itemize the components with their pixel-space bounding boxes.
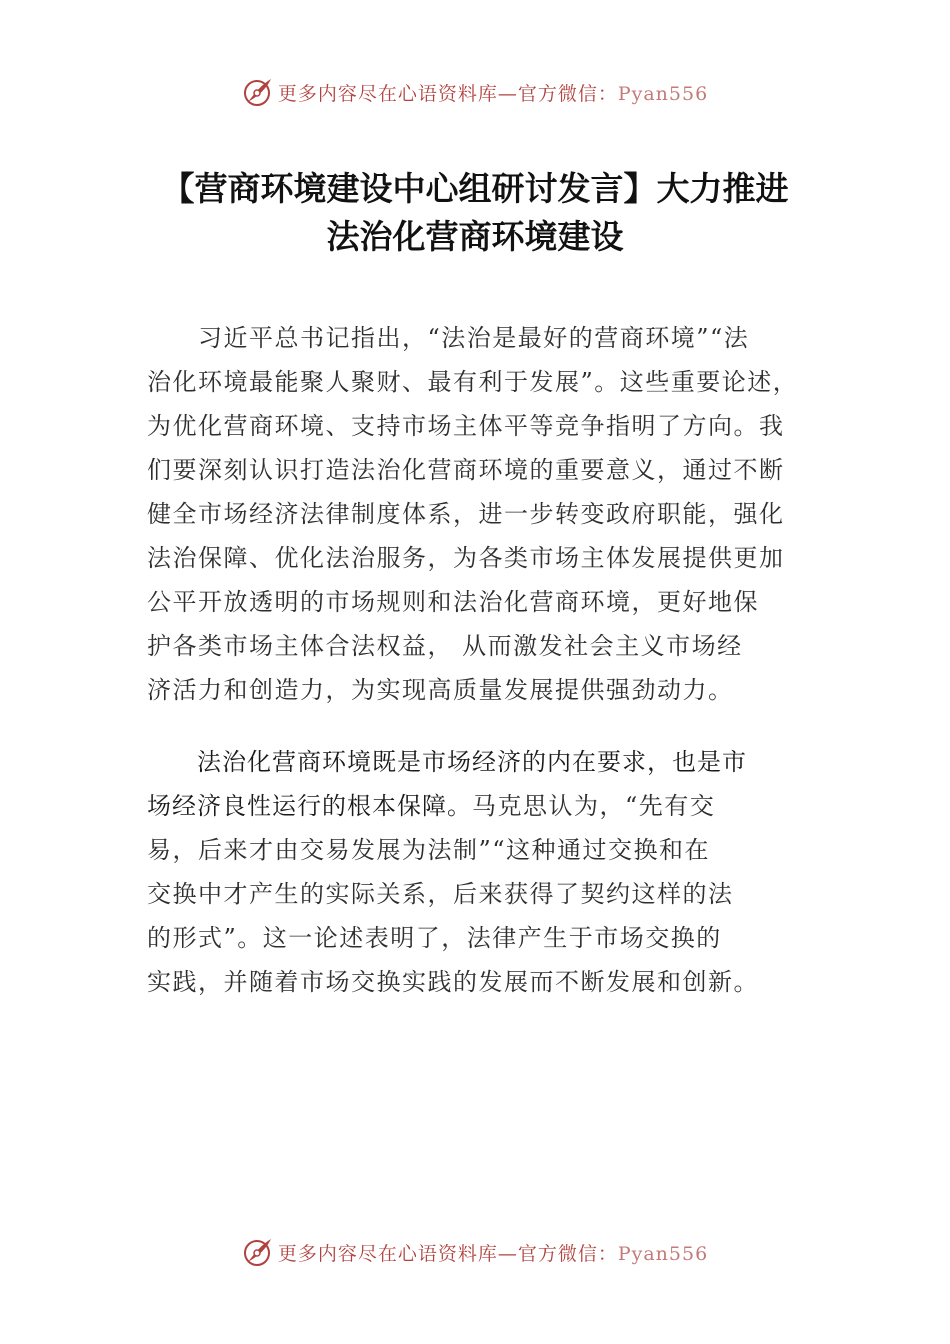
banner-label: 更多内容尽在心语资料库—官方微信： bbox=[277, 82, 618, 105]
header-watermark-banner bbox=[0, 72, 950, 112]
paragraph-line: 们要深刻认识打造法治化营商环境的重要意义，通过不断 bbox=[147, 456, 785, 484]
paragraph-lead-line: 法治化营商环境既是市场经济的内在要求，也是市 bbox=[147, 748, 747, 776]
banner-text bbox=[278, 79, 708, 106]
banner-text bbox=[278, 1239, 708, 1266]
paragraph-line: 法治保障、优化法治服务，为各类市场主体发展提供更加 bbox=[147, 544, 785, 572]
paragraph-line: 健全市场经济法律制度体系，进一步转变政府职能，强化 bbox=[147, 500, 785, 528]
paragraph-line: 的形式”。这一论述表明了，法律产生于市场交换的 bbox=[147, 924, 722, 952]
wechat-id: Pyan556 bbox=[617, 82, 709, 105]
title-line-2: 法治化营商环境建设 bbox=[326, 217, 624, 256]
paragraph-line: 交换中才产生的实际关系，后来获得了契约这样的法 bbox=[147, 880, 734, 908]
footer-watermark-banner bbox=[0, 1232, 950, 1272]
paragraph-line: 马克思认为，“先有交 bbox=[472, 792, 716, 820]
banner-label: 更多内容尽在心语资料库—官方微信： bbox=[277, 1242, 618, 1265]
paragraph-lead-line: 场经济良性运行的根本保障。 bbox=[147, 792, 472, 820]
paragraph-line: 易，后来才由交易发展为法制”“这种通过交换和在 bbox=[147, 836, 711, 864]
paragraph-line: 济活力和创造力，为实现高质量发展提供强劲动力。 bbox=[147, 676, 734, 704]
paragraph-line: 为优化营商环境、支持市场主体平等竞争指明了方向。我 bbox=[147, 412, 785, 440]
title-line-1: 【营商环境建设中心组研讨发言】大力推进 bbox=[161, 169, 789, 208]
quill-logo-icon bbox=[242, 76, 274, 108]
wechat-id: Pyan556 bbox=[617, 1242, 709, 1265]
paragraph-line: 治化环境最能聚人聚财、最有利于发展”。这些重要论述， bbox=[147, 368, 799, 396]
paragraph-1 bbox=[147, 316, 822, 712]
document-title bbox=[120, 165, 830, 261]
paragraph-line: 护各类市场主体合法权益， 从而激发社会主义市场经 bbox=[147, 632, 743, 660]
paragraph-line: 实践，并随着市场交换实践的发展而不断发展和创新。 bbox=[147, 968, 759, 996]
quill-logo-icon bbox=[242, 1236, 274, 1268]
paragraph-line: 习近平总书记指出，“法治是最好的营商环境”“法 bbox=[147, 324, 750, 352]
paragraph-2 bbox=[147, 740, 822, 1004]
paragraph-line: 公平开放透明的市场规则和法治化营商环境，更好地保 bbox=[147, 588, 759, 616]
